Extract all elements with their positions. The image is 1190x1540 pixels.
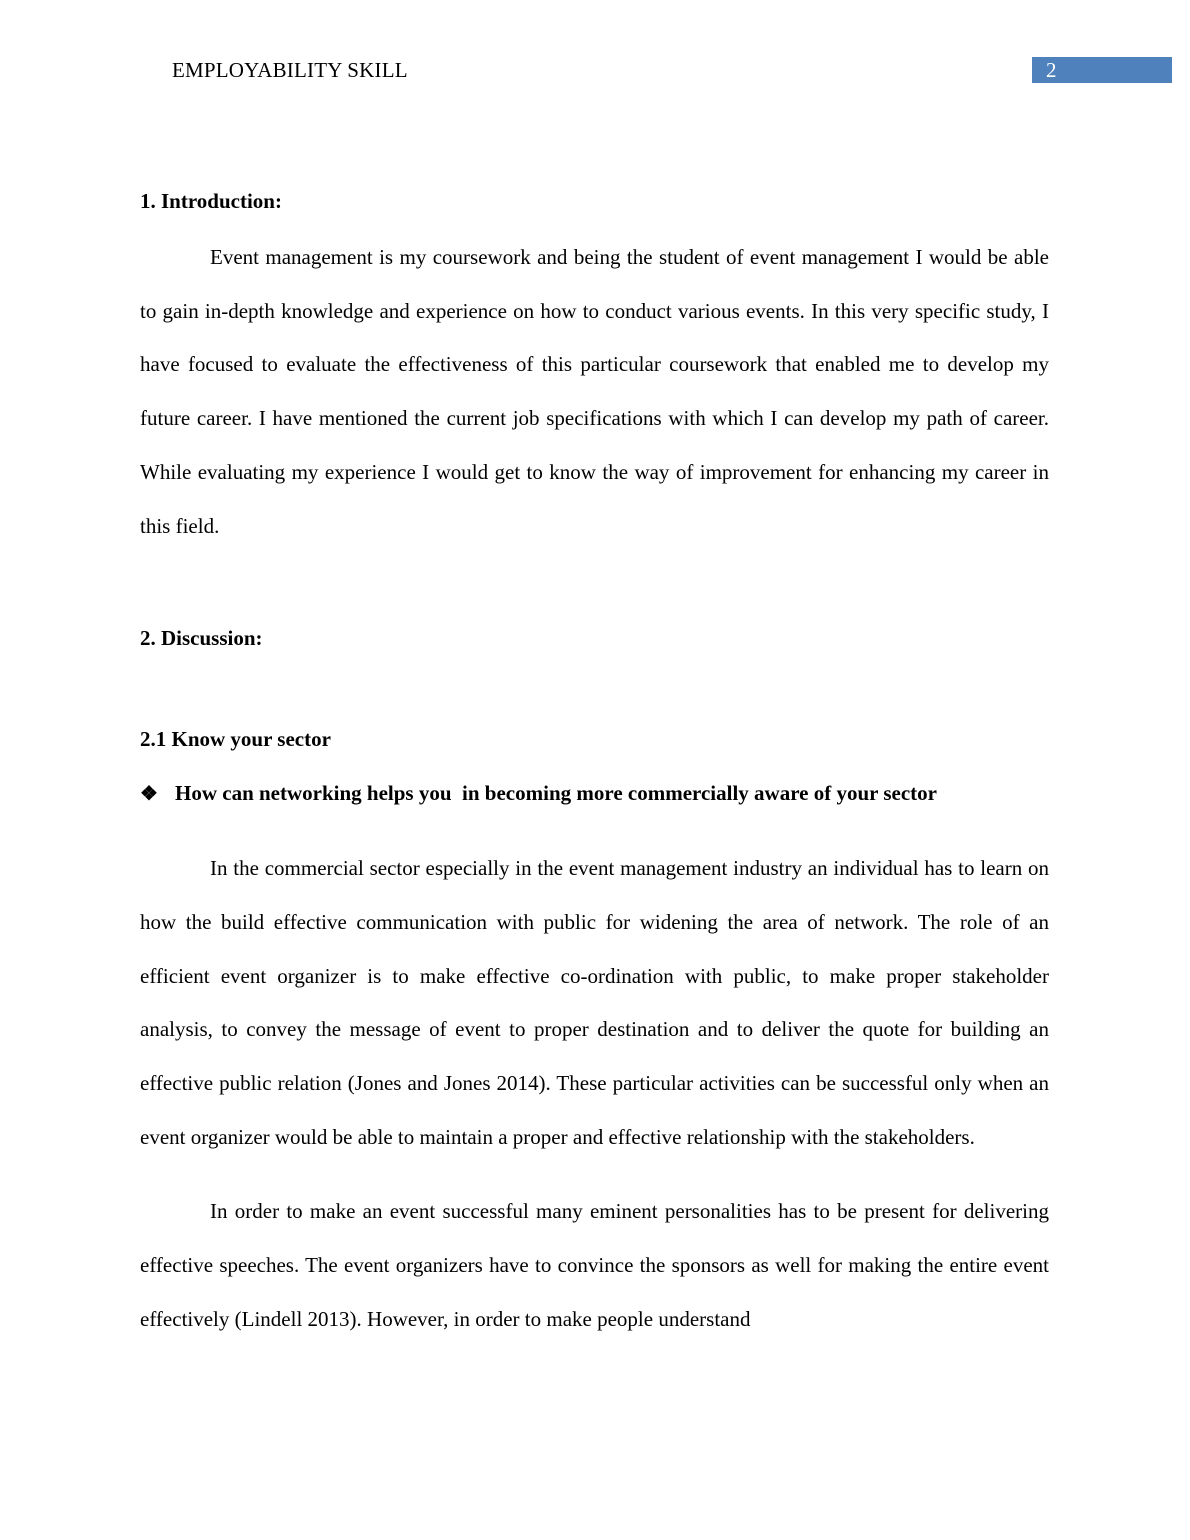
discussion-heading: 2. Discussion: [140, 626, 263, 651]
document-body [140, 186, 1049, 1347]
page-number-box [1032, 57, 1172, 83]
page-number: 2 [1046, 58, 1057, 82]
introduction-paragraph: Event management is my coursework and being the student of event management I would be able to gain in-depth knowledge and experience on how to conduct various events. In this very specific study, I have focused to evaluate the effectiveness of this particular coursework that enabled me to develop my future career. I have mentioned the current job specifications with which I can develop my path of career. While evaluating my experience I would get to know the way of improvement for enhancing my career in this field. [140, 245, 1049, 538]
running-head: EMPLOYABILITY SKILL [172, 58, 408, 82]
diamond-bullet-icon: ❖ [140, 783, 158, 806]
commercial-sector-paragraph: In the commercial sector especially in the event management industry an individual has to learn on how the build effective communication with public for widening the area of network. The role of an efficient event organizer is to make effective co-ordination with public, to make proper stakeholder analysis, to convey the message of event to proper destination and to deliver the quote for building an effective public relation (Jones and Jones 2014). These particular activities can be successful only when an event organizer would be able to maintain a proper and effective relationship with the stakeholders. [140, 856, 1049, 1149]
know-your-sector-heading: 2.1 Know your sector [140, 727, 331, 752]
networking-bullet [140, 778, 1049, 809]
introduction-heading: 1. Introduction: [140, 189, 282, 213]
networking-bullet-text: How can networking helps you in becoming more commercially aware of your sector [175, 781, 937, 806]
event-success-paragraph: In order to make an event successful many eminent personalities has to be present for delivering effective speeches. The event organizers have to convince the sponsors as well for making the entire event effectively (Lindell 2013). However, in order to make people understand [140, 1199, 1049, 1331]
